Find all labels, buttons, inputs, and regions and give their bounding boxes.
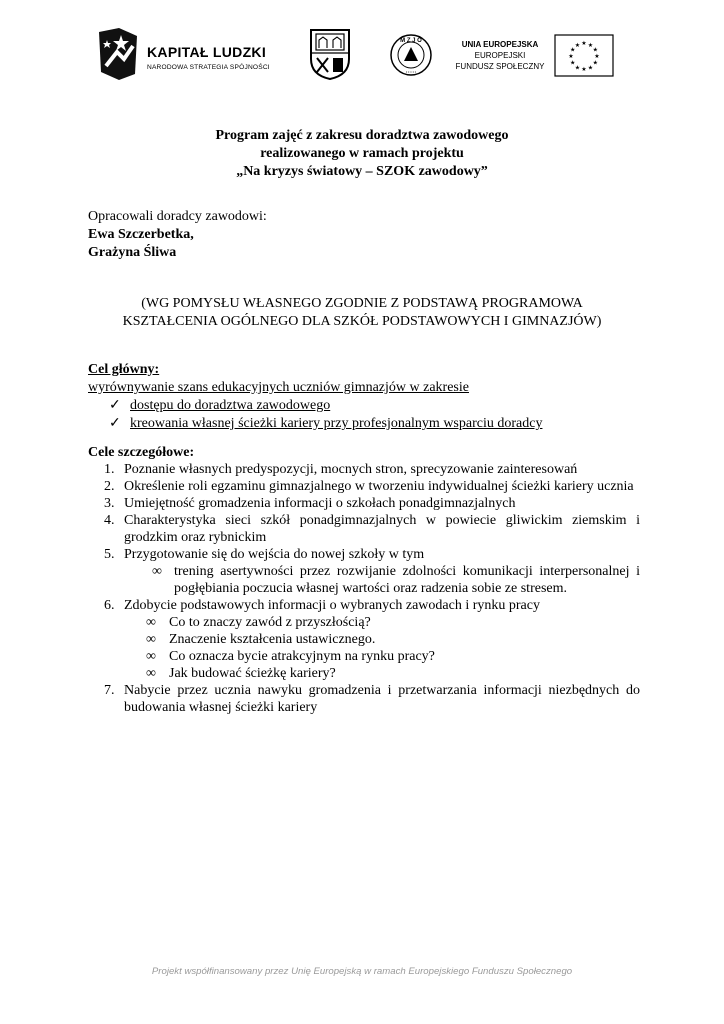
svg-text:★: ★	[581, 66, 587, 73]
item-text: Określenie roli egzaminu gimnazjalnego w tworzeniu indywidualnej ścieżki kariery ucznia	[124, 479, 634, 494]
item-number: 3.	[104, 496, 115, 511]
detailed-goals-heading: Cele szczegółowe:	[88, 445, 195, 460]
checkmark-icon: ✓	[109, 416, 121, 431]
city-crest-icon	[308, 27, 352, 81]
author-name-1: Ewa Szczerbetka,	[88, 227, 194, 242]
svg-text:★: ★	[587, 64, 594, 72]
svg-text:★: ★	[581, 40, 587, 47]
detailed-goal-item	[88, 512, 640, 546]
detailed-goal-subitem	[88, 631, 640, 648]
kapital-ludzki-logo	[97, 26, 287, 84]
detailed-goal-item	[88, 461, 640, 478]
detailed-goal-item	[88, 597, 640, 614]
item-text: Poznanie własnych predyspozycji, mocnych stron, sprecyzowanie zainteresowań	[124, 462, 578, 477]
item-text: Umiejętność gromadzenia informacji o szkołach ponadgimnazjalnych	[124, 496, 516, 511]
subitem-text: Jak budować ścieżkę kariery?	[169, 666, 336, 681]
program-note-line-1: (WG POMYSŁU WŁASNEGO ZGODNIE Z PODSTAWĄ PROGRAMOWA	[141, 296, 583, 311]
svg-text:★: ★	[574, 41, 581, 49]
detailed-goal-item	[88, 495, 640, 512]
title-line-2: realizowanego w ramach projektu	[260, 146, 464, 161]
item-text: Nabycie przez ucznia nawyku gromadzenia i przetwarzania informacji niezbędnych do budowania własnej ścieżki kariery	[124, 683, 640, 715]
infinity-bullet-icon: ∞	[152, 564, 162, 579]
detailed-goal-subitem	[88, 563, 640, 597]
infinity-bullet-icon: ∞	[146, 632, 156, 647]
item-number: 7.	[104, 683, 115, 698]
eu-line-2: EUROPEJSKI	[474, 51, 526, 60]
subitem-text: trening asertywności przez rozwijanie zdolności komunikacji interpersonalnej i pogłębiania poczucia własnej wartości oraz radzenia sobie ze stresem.	[174, 564, 640, 596]
detailed-goal-item	[88, 478, 640, 495]
authors-label: Opracowali doradcy zawodowi:	[88, 209, 267, 224]
eu-line-3: FUNDUSZ SPOŁECZNY	[455, 62, 545, 71]
authors-block	[88, 208, 267, 262]
mzjo-logo-icon	[389, 33, 433, 77]
title-line-1: Program zajęć z zakresu doradztwa zawodowego	[215, 128, 509, 143]
main-goal-item-text: dostępu do doradztwa zawodowego	[130, 398, 331, 413]
main-goal-section	[88, 361, 648, 433]
detailed-goals-section	[88, 444, 640, 716]
main-goal-item	[88, 415, 648, 433]
svg-text:★: ★	[587, 41, 594, 49]
subitem-text: Co oznacza bycie atrakcyjnym na rynku pracy?	[169, 649, 435, 664]
eu-line-1: UNIA EUROPEJSKA	[461, 40, 539, 49]
author-name-2: Grażyna Śliwa	[88, 245, 177, 260]
svg-text:★: ★	[574, 64, 581, 72]
subitem-text: Co to znaczy zawód z przyszłością?	[169, 615, 371, 630]
infinity-bullet-icon: ∞	[146, 666, 156, 681]
kapital-ludzki-title: KAPITAŁ LUDZKI	[147, 44, 267, 60]
detailed-goal-item	[88, 682, 640, 716]
infinity-bullet-icon: ∞	[146, 615, 156, 630]
item-number: 4.	[104, 513, 115, 528]
item-text: Przygotowanie się do wejścia do nowej szkoły w tym	[124, 547, 425, 562]
item-text: Charakterystyka sieci szkół ponadgimnazjalnych w powiecie gliwickim ziemskim i grodzkim oraz rybnickim	[124, 513, 640, 545]
kapital-ludzki-emblem-icon	[97, 26, 141, 82]
svg-text:M Z J O: M Z J O	[400, 38, 422, 44]
svg-text:★: ★	[570, 59, 576, 67]
svg-text:• • • • •: • • • • •	[405, 70, 417, 74]
main-goal-item	[88, 397, 648, 415]
footer-note: Projekt współfinansowany przez Unię Europejską w ramach Europejskiego Funduszu Społecznego	[151, 966, 573, 977]
eu-flag-icon	[554, 34, 614, 77]
item-text: Zdobycie podstawowych informacji o wybranych zawodach i rynku pracy	[124, 598, 540, 613]
svg-text:★: ★	[570, 46, 576, 54]
svg-text:★: ★	[592, 59, 598, 67]
main-goal-item-text: kreowania własnej ścieżki kariery przy profesjonalnym wsparciu doradcy	[130, 416, 543, 431]
main-goal-intro: wyrównywanie szans edukacyjnych uczniów gimnazjów w zakresie	[88, 380, 469, 395]
svg-text:★: ★	[594, 53, 600, 60]
svg-text:★: ★	[568, 53, 574, 60]
document-title	[0, 127, 724, 181]
detailed-goal-subitem	[88, 648, 640, 665]
svg-text:★: ★	[592, 46, 598, 54]
detailed-goal-subitem	[88, 614, 640, 631]
subitem-text: Znaczenie kształcenia ustawicznego.	[169, 632, 376, 647]
main-goal-heading: Cel główny:	[88, 362, 160, 377]
item-number: 6.	[104, 598, 115, 613]
item-number: 5.	[104, 547, 115, 562]
checkmark-icon: ✓	[109, 398, 121, 413]
program-note-line-2: KSZTAŁCENIA OGÓLNEGO DLA SZKÓŁ PODSTAWOWYCH I GIMNAZJÓW)	[122, 314, 602, 329]
detailed-goal-item	[88, 546, 640, 563]
eu-fund-label	[454, 39, 546, 72]
item-number: 2.	[104, 479, 115, 494]
program-note	[0, 295, 724, 331]
item-number: 1.	[104, 462, 115, 477]
detailed-goal-subitem	[88, 665, 640, 682]
title-line-3: „Na kryzys światowy – SZOK zawodowy”	[236, 164, 488, 179]
kapital-ludzki-subtitle: NARODOWA STRATEGIA SPÓJNOŚCI	[147, 64, 270, 71]
infinity-bullet-icon: ∞	[146, 649, 156, 664]
